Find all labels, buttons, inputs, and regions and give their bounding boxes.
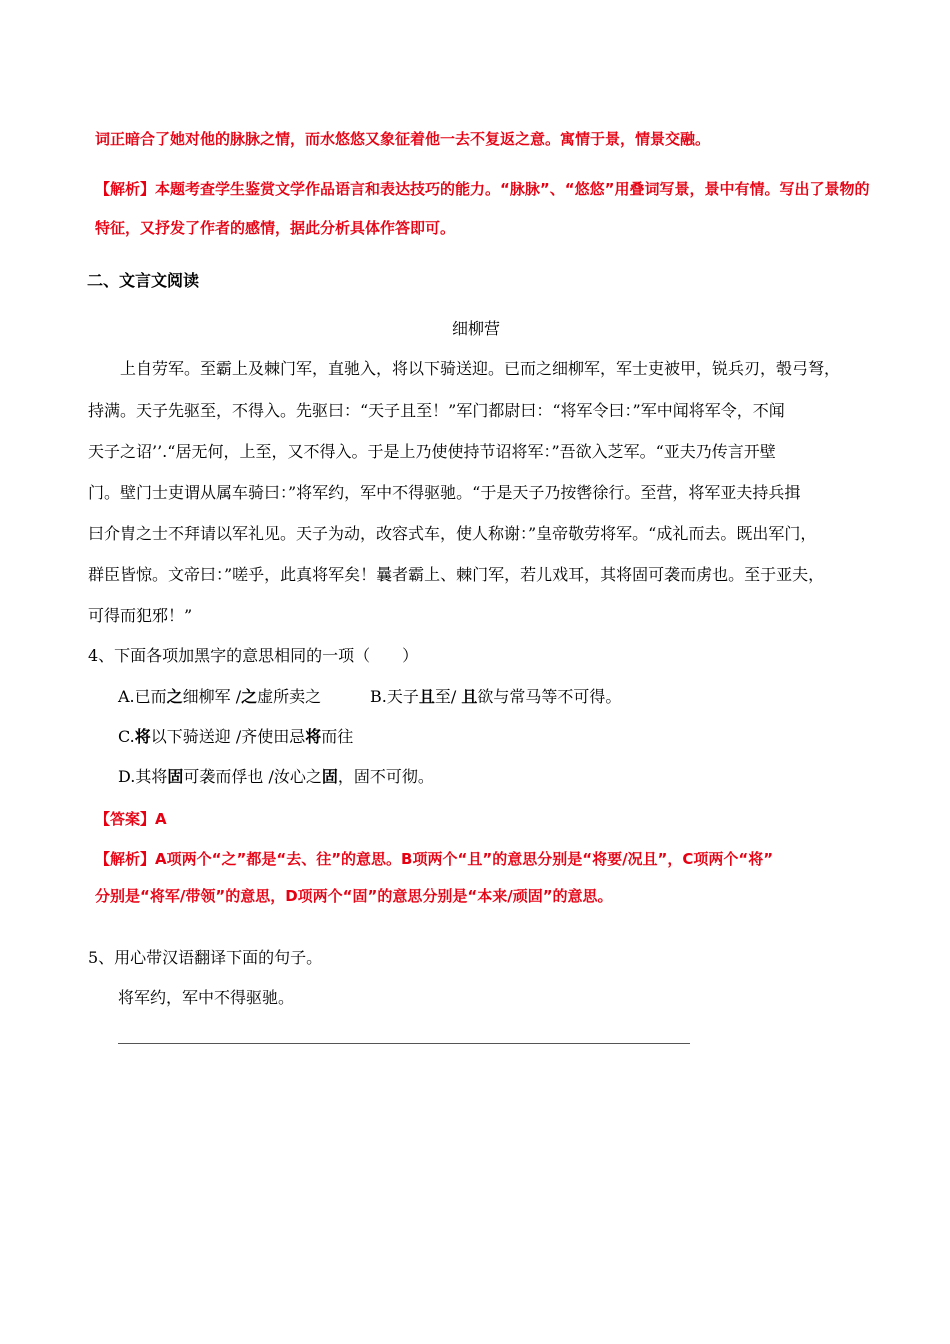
bold-char: 固	[321, 767, 338, 786]
option-b: B.天子且至/ 且欲与常马等不可得。	[370, 687, 622, 706]
q4-analysis-line1: 【解析】A项两个“之”都是“去、往”的意思。B项两个“且”的意思分别是“将要/况且”，C项两个“将”	[95, 850, 774, 868]
option-d: D.其将固可袭而俘也 /汝心之固，固不可彻。	[118, 767, 434, 786]
analysis-text: 本题考查学生鉴赏文学作品语言和表达技巧的能力。“脉脉”、“悠悠”用叠词写景，景中有情。写出了景物的	[155, 180, 870, 198]
bold-char: 将	[305, 727, 322, 746]
bold-char: 且	[418, 687, 435, 706]
passage-line: 天子之诏’’.“居无何，上至，又不得入。于是上乃使使持节诏将军：”吾欲入芝军。“亚夫乃传言开壁	[88, 442, 776, 461]
analysis-paragraph-line1	[95, 178, 869, 199]
analysis-tag: 【解析】	[95, 180, 156, 198]
passage-line: 门。壁门士吏谓从属车骑曰：”将军约，军中不得驱驰。“于是天子乃按辔徐行。至营，将军亚夫持兵揖	[88, 483, 801, 502]
bold-char: 将	[134, 727, 151, 746]
analysis-tag: 【解析】	[95, 850, 156, 868]
bold-char: 固	[167, 767, 184, 786]
bold-char: 之	[241, 687, 258, 706]
analysis-continuation: 词正暗合了她对他的脉脉之情，而水悠悠又象征着他一去不复返之意。寓情于景，情景交融。	[95, 130, 711, 148]
answer-tag: 【答案】	[95, 810, 156, 828]
bold-char: 之	[166, 687, 183, 706]
q4-analysis-line2: 分别是“将军/带领”的意思，D项两个“固”的意思分别是“本来/顽固”的意思。	[95, 887, 613, 905]
question-5-stem: 5、用心带汉语翻译下面的句子。	[88, 948, 323, 967]
answer-value: A	[155, 810, 167, 828]
passage-line: 可得而犯邪！”	[88, 606, 193, 625]
answer-blank-line[interactable]	[118, 1043, 690, 1044]
section-heading: 二、文言文阅读	[87, 271, 200, 290]
option-a: A.已而之细柳军 /之虚所卖之	[118, 687, 322, 706]
bold-char: 且	[461, 687, 478, 706]
passage-line: 持满。天子先驱至，不得入。先驱曰：“天子且至！”军门都尉曰：“将军令曰：”军中闻将军令，不闻	[88, 401, 785, 420]
passage-line: 曰介胄之士不拜请以军礼见。天子为动，改容式车，使人称谢：”皇帝敬劳将军。“成礼而去。既出军门，	[88, 524, 817, 543]
passage-line: 群臣皆惊。文帝曰：”嗟乎，此真将军矣！曩者霸上、棘门军，若儿戏耳，其将固可袭而虏也。至于亚夫，	[88, 565, 825, 584]
question-5-sentence: 将军约，军中不得驱驰。	[118, 988, 295, 1007]
answer-line	[95, 808, 167, 829]
question-4-stem: 4、下面各项加黑字的意思相同的一项（ ）	[88, 646, 419, 665]
analysis-paragraph-line2: 特征，又抒发了作者的感情，据此分析具体作答即可。	[95, 219, 456, 237]
option-c: C.将以下骑送迎 /齐使田忌将而往	[118, 727, 354, 746]
passage-line: 上自劳军。至霸上及棘门军，直驰入，将以下骑送迎。已而之细柳军，军士吏被甲，锐兵刃，彀弓弩，	[120, 359, 841, 378]
passage-title: 细柳营	[452, 319, 501, 338]
